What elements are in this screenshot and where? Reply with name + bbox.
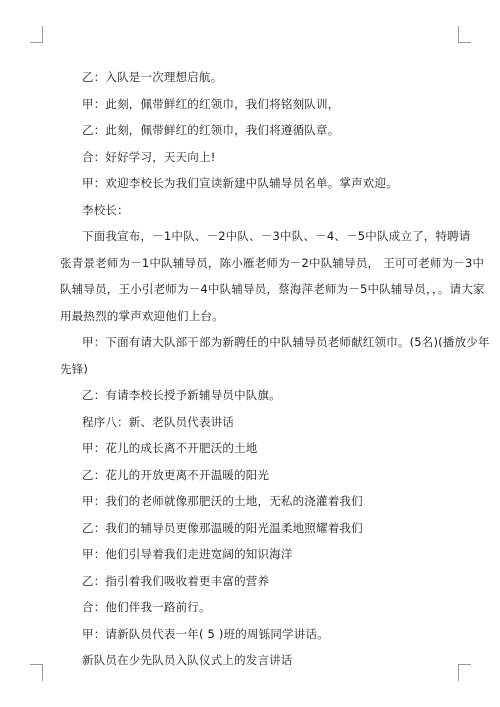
crop-mark-bottom-right <box>458 664 471 681</box>
text-line: 李校长： <box>82 202 129 217</box>
text-line: 先锋) <box>60 361 89 376</box>
crop-mark-top-left <box>30 26 43 43</box>
text-line: 合：他们伴我一路前行。 <box>82 600 211 614</box>
text-line: 合：好好学习，天天向上! <box>82 149 216 164</box>
text-line: 下面我宣布，－1中队、－2中队、－3中队、－4、－5中队成立了，特聘请 <box>82 229 471 243</box>
text-line: 队辅导员，王小引老师为－4中队辅导员，蔡海萍老师为－5中队辅导员，，。请大家 <box>60 282 485 296</box>
text-line: 甲：花儿的成长离不开肥沃的土地 <box>82 441 258 455</box>
text-line: 甲：此刻，佩带鲜红的红领巾，我们将铭刻队训， <box>82 96 340 111</box>
text-line: 乙：花儿的开放更离不开温暖的阳光 <box>82 467 270 482</box>
crop-mark-top-right <box>458 26 471 43</box>
text-line: 新队员在少先队员入队仪式上的发言讲话 <box>82 653 293 667</box>
text-line: 乙：我们的辅导员更像那温暖的阳光温柔地照耀着我们 <box>82 520 363 535</box>
text-line: 用最热烈的掌声欢迎他们上台。 <box>60 308 224 323</box>
text-line: 甲：下面有请大队部干部为新聘任的中队辅导员老师献红领巾。(5名)(播放少年 <box>82 335 490 349</box>
text-line: 乙：指引着我们吸收着更丰富的营养 <box>82 573 270 588</box>
text-line: 甲：他们引导着我们走进宽阔的知识海洋 <box>82 547 293 561</box>
text-line: 张青景老师为－1中队辅导员，陈小雁老师为－2中队辅导员， 王可可老师为－3中 <box>60 255 485 270</box>
crop-mark-bottom-left <box>30 664 43 681</box>
text-line: 乙：入队是一次理想启航。 <box>82 70 223 84</box>
text-line: 甲：我们的老师就像那肥沃的土地，无私的浇灌着我们 <box>82 494 363 508</box>
text-line: 甲：欢迎李校长为我们宣读新建中队辅导员名单。掌声欢迎。 <box>82 176 398 190</box>
text-line: 甲：请新队员代表一年( 5 )班的周铄同学讲话。 <box>82 626 329 641</box>
document-body <box>60 64 490 674</box>
text-line: 乙：此刻，佩带鲜红的红领巾，我们将遵循队章。 <box>82 123 340 137</box>
text-line: 程序八：新、老队员代表讲话 <box>82 414 235 429</box>
text-line: 乙：有请李校长授予新辅导员中队旗。 <box>82 388 281 402</box>
